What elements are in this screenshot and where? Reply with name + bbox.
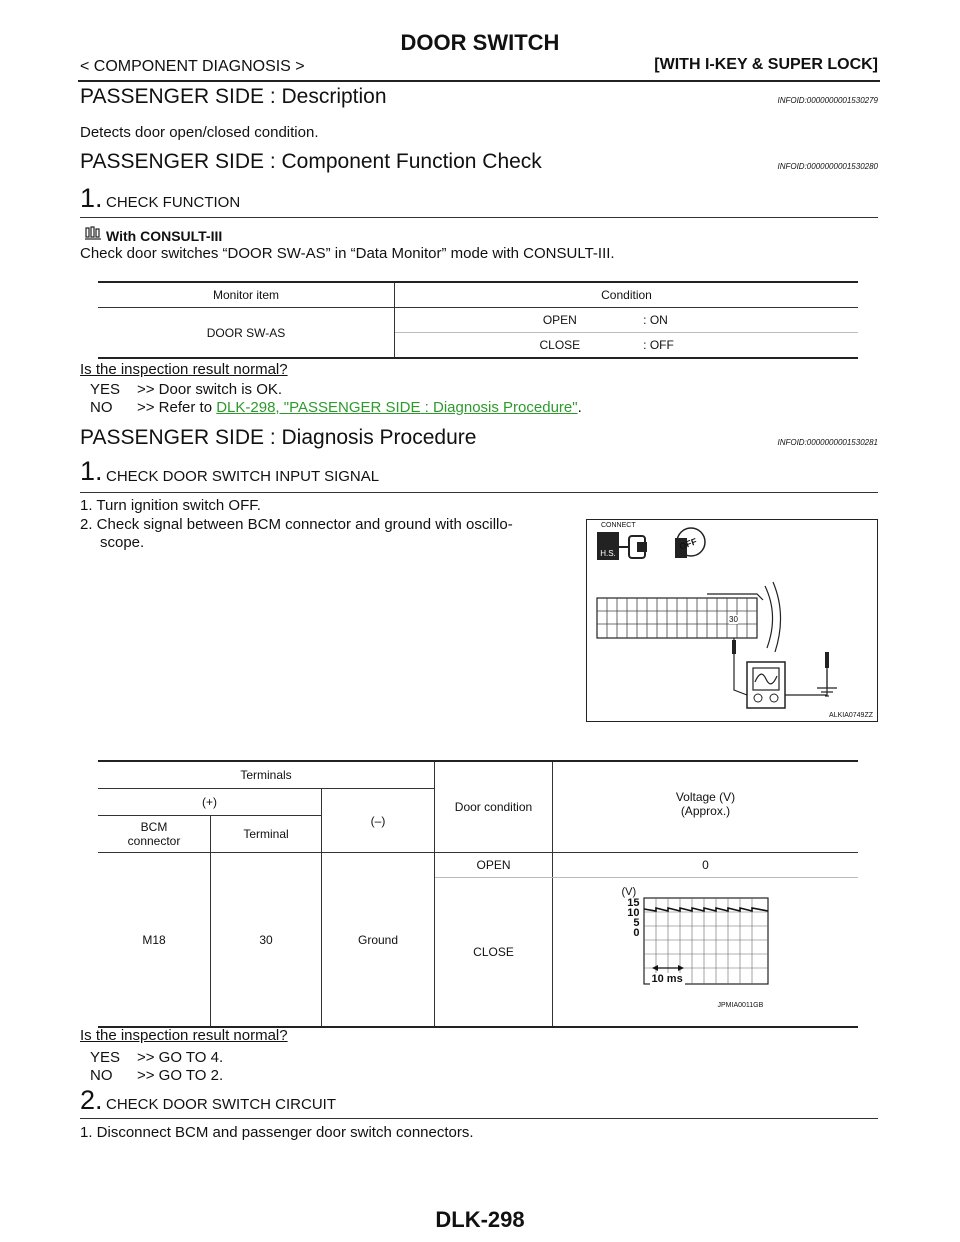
step-rule xyxy=(80,1118,878,1119)
header-minus: (–) xyxy=(322,789,435,853)
cell-waveform xyxy=(553,878,859,1027)
monitor-table xyxy=(98,281,858,359)
no-text: >> Refer to DLK-298, "PASSENGER SIDE : Diagnosis Procedure". xyxy=(137,399,582,416)
waveform-time: 10 ms xyxy=(651,973,683,985)
step-title: CHECK FUNCTION xyxy=(106,194,241,211)
consult-icon xyxy=(84,226,102,247)
cell-close: CLOSE xyxy=(435,878,553,1027)
figure-code: ALKIA0749ZZ xyxy=(829,712,873,719)
section-title-diagnosis: PASSENGER SIDE : Diagnosis Procedure xyxy=(80,426,477,449)
waveform-ticks: 15 10 5 0 xyxy=(627,897,640,939)
waveform-unit: (V) xyxy=(621,886,637,898)
step-title: CHECK DOOR SWITCH CIRCUIT xyxy=(106,1096,336,1113)
infoid-diagnosis: INFOID:0000000001530281 xyxy=(777,438,878,447)
no-label: NO xyxy=(90,399,113,416)
step2-item-1: 1. Disconnect BCM and passenger door switch connectors. xyxy=(80,1124,474,1141)
header-terminals: Terminals xyxy=(98,762,435,789)
off-label: OFF xyxy=(677,536,699,552)
table-row: OPEN : ON xyxy=(395,308,859,333)
yes-label-2: YES xyxy=(90,1049,121,1066)
svg-text:H.S.: H.S. xyxy=(600,549,616,558)
oscilloscope-figure xyxy=(586,519,878,722)
step-rule xyxy=(80,492,878,493)
monitor-item: DOOR SW-AS xyxy=(98,308,395,358)
section-title-description: PASSENGER SIDE : Description xyxy=(80,85,387,108)
check-instruction: Check door switches “DOOR SW-AS” in “Data Monitor” mode with CONSULT-III. xyxy=(80,245,615,262)
step1-item-2: 2. Check signal between BCM connector and ground with oscillo- xyxy=(80,516,513,533)
infoid-description: INFOID:0000000001530279 xyxy=(777,96,878,105)
diagnosis-procedure-link[interactable]: DLK-298, "PASSENGER SIDE : Diagnosis Procedure" xyxy=(216,399,578,416)
terminals-table xyxy=(98,760,858,1028)
step-title: CHECK DOOR SWITCH INPUT SIGNAL xyxy=(106,468,380,485)
header-plus: (+) xyxy=(98,789,322,816)
yes-label: YES xyxy=(90,381,121,398)
header-door-condition: Door condition xyxy=(435,762,553,853)
infoid-function-check: INFOID:0000000001530280 xyxy=(777,162,878,171)
waveform-code: JPMIA0011GB xyxy=(717,1002,764,1009)
breadcrumb: < COMPONENT DIAGNOSIS > xyxy=(80,58,305,75)
step-number: 1. xyxy=(80,456,103,486)
table-header-condition: Condition xyxy=(395,283,859,308)
no-label-2: NO xyxy=(90,1067,113,1084)
table-row: CLOSE : OFF xyxy=(539,338,674,352)
table-header-monitor: Monitor item xyxy=(98,283,395,308)
cell-open: OPEN xyxy=(435,853,553,878)
step-rule xyxy=(80,217,878,218)
page-title: DOOR SWITCH xyxy=(400,30,560,55)
cell-ground: Ground xyxy=(322,853,435,1027)
step-number: 1. xyxy=(80,183,103,213)
inspection-question: Is the inspection result normal? xyxy=(80,361,288,378)
page-number: DLK-298 xyxy=(435,1207,525,1232)
header-voltage: Voltage (V) (Approx.) xyxy=(553,762,859,853)
variant-label: [WITH I-KEY & SUPER LOCK] xyxy=(654,56,878,73)
cell-terminal: 30 xyxy=(211,853,322,1027)
header-terminal: Terminal xyxy=(211,816,322,853)
connect-label: CONNECT xyxy=(601,522,636,529)
inspection-question-2: Is the inspection result normal? xyxy=(80,1027,288,1044)
no-text-2: >> GO TO 2. xyxy=(137,1067,224,1084)
cell-connector: M18 xyxy=(98,853,211,1027)
header-rule xyxy=(78,80,880,82)
consult-label: With CONSULT-III xyxy=(106,228,223,244)
description-text: Detects door open/closed condition. xyxy=(80,124,319,141)
pin-label: 30 xyxy=(729,615,738,624)
yes-text: >> Door switch is OK. xyxy=(137,381,283,398)
section-title-function-check: PASSENGER SIDE : Component Function Check xyxy=(80,150,542,173)
yes-text-2: >> GO TO 4. xyxy=(137,1049,224,1066)
cell-open-value: 0 xyxy=(553,853,859,878)
waveform-figure xyxy=(606,884,806,1020)
step1-item-1: 1. Turn ignition switch OFF. xyxy=(80,497,261,514)
header-bcm-connector: BCM connector xyxy=(98,816,211,853)
step-number: 2. xyxy=(80,1085,103,1115)
step1-item-2-cont: scope. xyxy=(100,534,145,551)
